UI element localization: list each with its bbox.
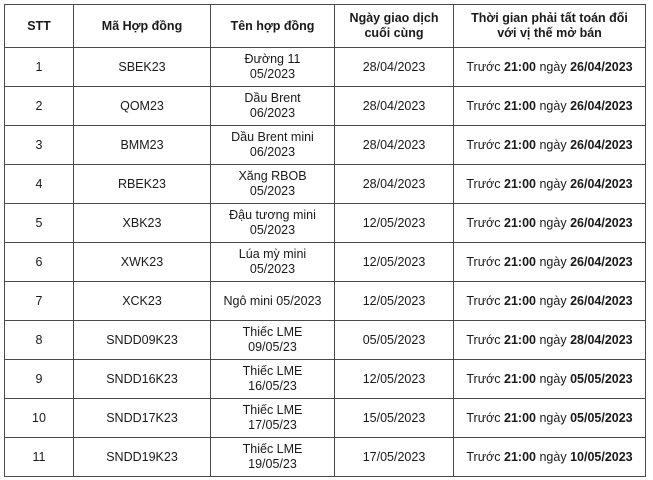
deadline-date: 10/05/2023	[570, 449, 633, 464]
last-trading-day-cell: 17/05/2023	[335, 438, 454, 477]
deadline-date: 26/04/2023	[570, 59, 633, 74]
last-trading-day-cell: 12/05/2023	[335, 243, 454, 282]
contract-month: 06/2023	[249, 106, 296, 120]
header-settlement-deadline-line1: Thời gian phải tất toán đối	[471, 11, 628, 25]
last-trading-day-cell: 12/05/2023	[335, 204, 454, 243]
deadline-prefix: Trước	[466, 449, 501, 464]
contract-name: Đậu tương mini	[229, 208, 316, 222]
contract-name: Thiếc LME	[242, 403, 303, 417]
deadline-time: 21:00	[504, 215, 536, 230]
deadline-time: 21:00	[504, 137, 536, 152]
deadline-middle: ngày	[539, 176, 567, 191]
table-row	[5, 399, 646, 438]
last-trading-day-cell: 12/05/2023	[335, 360, 454, 399]
contract-month: 17/05/23	[248, 418, 297, 432]
settlement-deadline-cell	[454, 48, 646, 87]
header-settlement-deadline-line2: với vị thế mở bán	[497, 26, 602, 40]
stt-cell: 1	[5, 48, 74, 87]
header-last-trading-day-line2: cuối cùng	[364, 26, 424, 40]
table-row	[5, 165, 646, 204]
contract-name: Ngô mini 05/2023	[223, 293, 322, 308]
header-stt: STT	[5, 5, 74, 48]
deadline-middle: ngày	[539, 293, 567, 308]
settlement-deadline-cell	[454, 399, 646, 438]
stt-cell: 10	[5, 399, 74, 438]
deadline-middle: ngày	[539, 98, 567, 113]
table-row	[5, 48, 646, 87]
deadline-prefix: Trước	[466, 215, 501, 230]
last-trading-day-cell: 28/04/2023	[335, 87, 454, 126]
last-trading-day-cell: 28/04/2023	[335, 48, 454, 87]
deadline-prefix: Trước	[466, 371, 501, 386]
deadline-date: 26/04/2023	[570, 137, 633, 152]
contract-code-cell: RBEK23	[74, 165, 211, 204]
contract-month: 16/05/23	[248, 379, 297, 393]
contract-name: Thiếc LME	[242, 442, 303, 456]
settlement-deadline-cell	[454, 282, 646, 321]
deadline-prefix: Trước	[466, 137, 501, 152]
contract-name-cell	[211, 321, 335, 360]
deadline-date: 05/05/2023	[570, 410, 633, 425]
contract-code-cell: XBK23	[74, 204, 211, 243]
deadline-time: 21:00	[504, 332, 536, 347]
deadline-prefix: Trước	[466, 410, 501, 425]
settlement-deadline-cell	[454, 165, 646, 204]
contract-name-cell	[211, 48, 335, 87]
contracts-table	[4, 4, 646, 477]
settlement-deadline-cell	[454, 126, 646, 165]
header-contract-name: Tên hợp đồng	[211, 5, 335, 48]
contract-name-cell	[211, 243, 335, 282]
contract-code-cell: XCK23	[74, 282, 211, 321]
stt-cell: 2	[5, 87, 74, 126]
settlement-deadline-cell	[454, 204, 646, 243]
contract-month: 05/2023	[249, 223, 296, 237]
contract-month: 09/05/23	[248, 340, 297, 354]
header-last-trading-day-line1: Ngày giao dịch	[349, 11, 439, 25]
header-last-trading-day	[335, 5, 454, 48]
table-row	[5, 126, 646, 165]
contract-name: Đường 11	[244, 52, 301, 66]
deadline-prefix: Trước	[466, 59, 501, 74]
deadline-prefix: Trước	[466, 332, 501, 347]
settlement-deadline-cell	[454, 438, 646, 477]
last-trading-day-cell: 28/04/2023	[335, 165, 454, 204]
deadline-middle: ngày	[539, 332, 567, 347]
contract-code-cell: XWK23	[74, 243, 211, 282]
deadline-prefix: Trước	[466, 293, 501, 308]
deadline-date: 26/04/2023	[570, 293, 633, 308]
header-settlement-deadline	[454, 5, 646, 48]
deadline-time: 21:00	[504, 293, 536, 308]
last-trading-day-cell: 15/05/2023	[335, 399, 454, 438]
deadline-date: 26/04/2023	[570, 98, 633, 113]
table-row	[5, 360, 646, 399]
deadline-date: 26/04/2023	[570, 176, 633, 191]
contract-month: 05/2023	[249, 184, 296, 198]
table-row	[5, 204, 646, 243]
table-row	[5, 438, 646, 477]
last-trading-day-cell: 12/05/2023	[335, 282, 454, 321]
settlement-deadline-cell	[454, 360, 646, 399]
deadline-date: 28/04/2023	[570, 332, 633, 347]
settlement-deadline-cell	[454, 243, 646, 282]
deadline-date: 26/04/2023	[570, 254, 633, 269]
contract-name-cell	[211, 126, 335, 165]
stt-cell: 6	[5, 243, 74, 282]
deadline-middle: ngày	[539, 215, 567, 230]
contract-code-cell: SNDD19K23	[74, 438, 211, 477]
last-trading-day-cell: 05/05/2023	[335, 321, 454, 360]
deadline-time: 21:00	[504, 59, 536, 74]
stt-cell: 5	[5, 204, 74, 243]
table-header-row	[5, 5, 646, 48]
deadline-date: 05/05/2023	[570, 371, 633, 386]
contract-month: 05/2023	[249, 67, 296, 81]
contract-month: 06/2023	[249, 145, 296, 159]
contract-code-cell: QOM23	[74, 87, 211, 126]
deadline-time: 21:00	[504, 176, 536, 191]
deadline-prefix: Trước	[466, 254, 501, 269]
deadline-middle: ngày	[539, 137, 567, 152]
contract-name-cell	[211, 438, 335, 477]
contract-name-cell	[211, 282, 335, 321]
deadline-middle: ngày	[539, 371, 567, 386]
deadline-date: 26/04/2023	[570, 215, 633, 230]
contract-month: 19/05/23	[248, 457, 297, 471]
deadline-time: 21:00	[504, 98, 536, 113]
contract-name-cell	[211, 360, 335, 399]
stt-cell: 9	[5, 360, 74, 399]
stt-cell: 3	[5, 126, 74, 165]
table-row	[5, 282, 646, 321]
deadline-middle: ngày	[539, 410, 567, 425]
stt-cell: 4	[5, 165, 74, 204]
contract-name: Thiếc LME	[242, 364, 303, 378]
contract-name: Lúa mỳ mini	[238, 247, 307, 261]
deadline-middle: ngày	[539, 59, 567, 74]
stt-cell: 8	[5, 321, 74, 360]
contract-name-cell	[211, 204, 335, 243]
contract-name: Dầu Brent mini	[231, 130, 314, 144]
contract-name-cell	[211, 399, 335, 438]
contract-month: 05/2023	[249, 262, 296, 276]
deadline-time: 21:00	[504, 254, 536, 269]
contract-name-cell	[211, 165, 335, 204]
deadline-middle: ngày	[539, 449, 567, 464]
contract-code-cell: SNDD09K23	[74, 321, 211, 360]
contract-code-cell: BMM23	[74, 126, 211, 165]
settlement-deadline-cell	[454, 321, 646, 360]
contract-name: Thiếc LME	[242, 325, 303, 339]
contract-name: Xăng RBOB	[238, 169, 307, 183]
contract-name: Dầu Brent	[244, 91, 301, 105]
deadline-time: 21:00	[504, 410, 536, 425]
header-contract-code: Mã Hợp đồng	[74, 5, 211, 48]
table-row	[5, 321, 646, 360]
stt-cell: 11	[5, 438, 74, 477]
deadline-time: 21:00	[504, 371, 536, 386]
settlement-deadline-cell	[454, 87, 646, 126]
deadline-prefix: Trước	[466, 98, 501, 113]
table-row	[5, 243, 646, 282]
deadline-prefix: Trước	[466, 176, 501, 191]
contract-code-cell: SNDD16K23	[74, 360, 211, 399]
deadline-middle: ngày	[539, 254, 567, 269]
deadline-time: 21:00	[504, 449, 536, 464]
stt-cell: 7	[5, 282, 74, 321]
contract-code-cell: SNDD17K23	[74, 399, 211, 438]
contract-name-cell	[211, 87, 335, 126]
last-trading-day-cell: 28/04/2023	[335, 126, 454, 165]
table-row	[5, 87, 646, 126]
contract-code-cell: SBEK23	[74, 48, 211, 87]
